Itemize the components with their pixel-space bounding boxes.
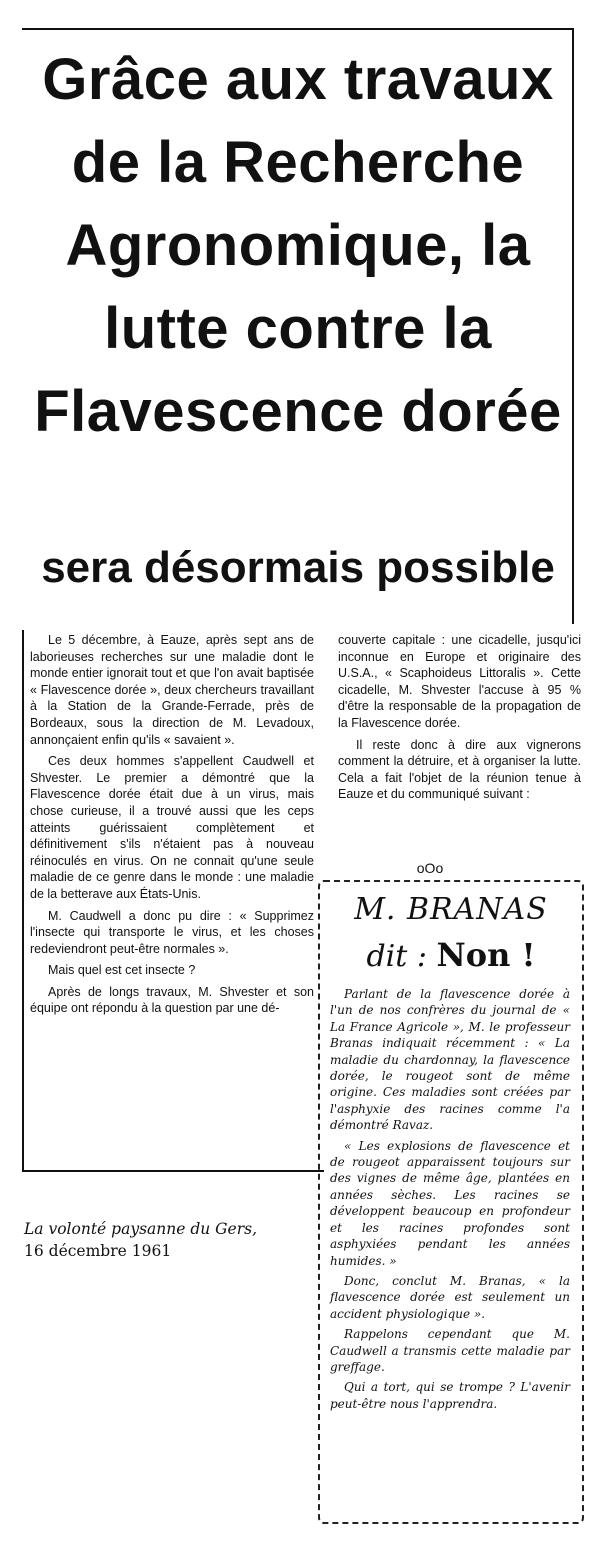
sidebar-paragraph: « Les explosions de flavescence et de rougeot apparaissent toujours sur des vignes de même âge, plantées en années sèches. Les racines se développent beaucoup en profondeur et les racines profondes sont asphyxiées pendant les années humides. »: [330, 1138, 570, 1268]
article-paragraph: Mais quel est cet insecte ?: [48, 963, 196, 978]
headline-line: lutte contre la: [104, 296, 492, 361]
article-paragraph: couverte capitale : une cicadelle, jusqu'ici inconnue en Europe et originaire des U.S.A., « Scaphoideus Littoralis ». Cette cicadelle, M. Shvester l'accuse à 95 % d'être la responsable de la propagation de la Flavescence dorée.: [338, 633, 581, 730]
sidebar-title: M. BRANAS: [354, 892, 548, 927]
headline-line: Agronomique, la: [65, 213, 531, 278]
sidebar-subtitle: [318, 936, 584, 974]
sidebar-paragraph: Parlant de la flavescence dorée à l'un de nos confrères du journal de « La France Agricole », M. le professeur Branas indiquait récemment : « La maladie du chardonnay, la flavescence dorée, le rougeot sont de même origine. Ces maladies sont créées par l'asphyxie des racines comme l'a démontré Ravaz.: [330, 987, 570, 1133]
source-paper: La volonté paysanne du Gers,: [24, 1220, 258, 1238]
sidebar-body: [330, 986, 570, 1416]
sidebar-subtitle-non: Non !: [436, 936, 536, 974]
sidebar-paragraph: Donc, conclut M. Branas, « la flavescence dorée est seulement un accident physiologique ».: [330, 1273, 570, 1321]
source-citation: [24, 1218, 294, 1262]
article-column-right: [338, 632, 581, 808]
headline: [22, 38, 574, 453]
source-date: 16 décembre 1961: [24, 1242, 172, 1260]
article-paragraph: Après de longs travaux, M. Shvester et son équipe ont répondu à la question par une dé-: [30, 984, 314, 1016]
headline-line: Grâce aux travaux: [42, 47, 554, 112]
sidebar-subtitle-dit: dit :: [366, 939, 427, 974]
section-separator: oOo: [416, 860, 444, 876]
headline-line: Flavescence dorée: [34, 379, 562, 444]
article-column-left: [30, 632, 314, 1022]
article-paragraph: Il reste donc à dire aux vignerons comment la détruire, et à organiser la lutte. Cela a fait l'objet de la réunion tenue à Eauze et du communiqué suivant :: [338, 737, 581, 802]
headline-line: de la Recherche: [71, 130, 525, 195]
article-paragraph: M. Caudwell a donc pu dire : « Supprimez l'insecte qui transporte le virus, et les choses redeviendront peut-être normales ».: [30, 908, 314, 956]
article-paragraph: Le 5 décembre, à Eauze, après sept ans de laborieuses recherches sur une maladie dont le monde entier ignorait tout et que l'on avait baptisée « Flavescence dorée », deux chercheurs travaillant à la Station de la Grande-Ferrade, près de Bordeaux, sous la direction de M. Levadoux, annonçaient enfin qu'ils « savaient ».: [30, 633, 314, 747]
sidebar-paragraph: Rappelons cependant que M. Caudwell a transmis cette maladie par greffage.: [330, 1327, 570, 1374]
subheadline: sera désormais possible: [41, 543, 555, 592]
sidebar-paragraph: Qui a tort, qui se trompe ? L'avenir peut-être nous l'apprendra.: [330, 1380, 570, 1411]
article-paragraph: Ces deux hommes s'appellent Caudwell et Shvester. Le premier a démontré que la Flavescence dorée était due à un virus, mais chose curieuse, il a trouvé aussi que les ceps atteints guérissaient complètement et définitivement s'ils n'étaient pas à nouveau réinoculés en virus. On ne connait qu'une seule maladie de ce genre dans le monde : une maladie de la betterave aux États-Unis.: [30, 754, 314, 901]
